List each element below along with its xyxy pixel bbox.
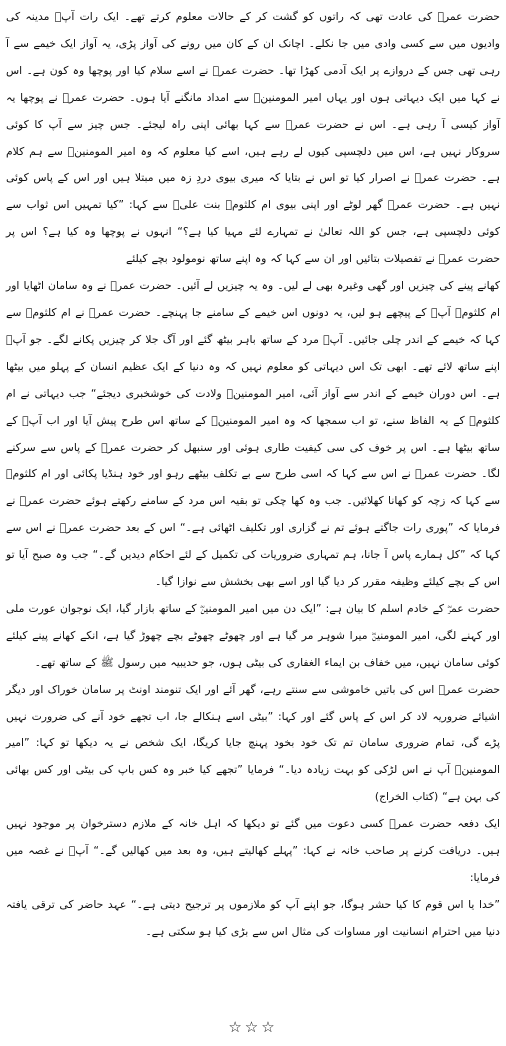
paragraph-closing-quote: ”خدا یا اس قوم کا کیا حشر ہوگا، جو اپنے آپ کو ملازموں پر ترجیح دیتی ہے۔“ عہد حاضر کی ترقی یافتہ دنیا میں احترام انسانیت اور مساوات کی مثال اس سے بڑی کیا ہو سکتی ہے۔ [6, 897, 500, 938]
paragraph-dinner-invitation: ایک دفعہ حضرت عمرؓ کسی دعوت میں گئے تو دیکھا کہ اہل خانہ کے ملازم دسترخوان پر موجود نہیں ہیں۔ دریافت کرنے پر صاحب خانہ نے کہا: ”پہلے کھالیتے ہیں، وہ بعد میں کھالیں گے۔“ آپؓ نے غصہ میں فرمایا: [6, 817, 500, 884]
paragraph-night-patrol: حضرت عمرؓ کی عادت تھی کہ راتوں کو گشت کر کے حالات معلوم کرتے تھے۔ ایک رات آپؓ مدینہ کی وادیوں میں سے کسی وادی میں جا نکلے۔ اچانک ان کے کان میں رونے کی آواز پڑی، یہ آواز ایک خیمے سے آ رہی تھی جس کے دروازے پر ایک آدمی کھڑا تھا۔ حضرت عمرؓ نے اسے سلام کیا اور پوچھا وہ کون ہے۔ اس نے کہا میں ایک دیہاتی ہوں اور یہاں امیر المومنینؓ سے امداد مانگنے آیا ہوں۔ حضرت عمرؓ نے پوچھا یہ آواز کیسی آ رہی ہے۔ اس نے حضرت عمرؓ سے کہا بھائی اپنی راہ لیجئے۔ جس چیز سے آپ کا کوئی سروکار نہیں ہے، اس میں دلچسپی کیوں لے رہے ہیں، اسے کیا معلوم کہ وہ امیر المومنینؓ سے ہم کلام ہے۔ حضرت عمرؓ نے اصرار کیا تو اس نے بتایا کہ میری بیوی دردِ زہ میں مبتلا ہیں اور اس کے پاس کوئی نہیں ہے۔ حضرت عمرؓ گھر لوٹے اور اپنی بیوی ام کلثومؓ بنت علیؓ سے کہا: ”کیا تمہیں اس ثواب سے کوئی دلچسپی ہے، جس کو اللہ تعالیٰ نے تمہارے لئے مہیا کیا ہے؟“ انہوں نے پوچھا وہ کیا ہے؟ اس پر حضرت عمرؓ نے تفصیلات بتائیں اور ان سے کہا کہ وہ اپنے ساتھ نومولود بچے کیلئے [6, 10, 500, 266]
paragraph-camel-provision: حضرت عمرؓ اس کی باتیں خاموشی سے سنتے رہے، گھر آئے اور ایک تنومند اونٹ پر سامان خوراک اور دیگر اشیائے ضروریہ لاد کر اس کے پاس گئے اور کہا: ”بیٹی اسے ہنکالے جا، اب تجھے خود آنے کی ضرورت نہیں پڑے گی، تمام ضروری سامان تم تک خود بخود پہنچ جایا کریگا، ایک شخص نے یہ دیکھا تو کہا: ”امیر المومنینؓ آپ نے اس لڑکی کو بہت زیادہ دیا۔“ فرمایا ”تجھے کیا خبر وہ کس باپ کی بیٹی اور کس بھائی کی بہن ہے“ (کتاب الخراج) [6, 682, 500, 804]
section-end-stars: ☆☆☆ [228, 1018, 278, 1036]
paragraph-tent-visit: کھانے پینے کی چیزیں اور گھی وغیرہ بھی لے لیں۔ وہ یہ چیزیں لے آئیں۔ حضرت عمرؓ نے وہ سامان اٹھایا اور ام کلثومؓ آپؓ کے پیچھے ہو لیں، یہ دونوں اس خیمے کے سامنے جا پہنچے۔ حضرت عمرؓ نے ام کلثومؓ سے کہا کہ خیمے کے اندر چلی جائیں۔ آپؓ مرد کے ساتھ باہر بیٹھ گئے اور آگ جلا کر چیزیں پکانے لگے۔ جو آپؓ اپنے ساتھ لائے تھے۔ ابھی تک اس دیہاتی کو معلوم نہیں کہ وہ دنیا کے ایک عظیم انسان کے پہلو میں بیٹھا ہے۔ اس دوران خیمے کے اندر سے آواز آئی، امیر المومنینؓ ولادت کی خوشخبری دیجئے“ جب دیہاتی نے ام کلثومؓ کے یہ الفاظ سنے، تو اب سمجھا کہ وہ امیر المومنینؓ کے ساتھ اس طرح پیش آیا اور اب آپؓ کے ساتھ بیٹھا ہے۔ اس پر خوف کی سی کیفیت طاری ہوئی اور سنبھل کر حضرت عمرؓ کے پاس سے سرکنے لگا۔ حضرت عمرؓ نے اس سے کہا کہ اسی طرح سے بے تکلف بیٹھے رہو اور خود ہنڈیا پکائی اور ام کلثومؓ سے کہا کہ زچہ کو کھانا کھلائیں۔ جب وہ کھا چکی تو بقیہ اس مرد کے سامنے رکھتے ہوئے حضرت عمرؓ نے فرمایا کہ ”پوری رات جاگتے ہوئے تم نے گزاری اور تکلیف اٹھائی ہے۔“ اس کے بعد حضرت عمرؓ نے اس سے کہا کہ ”کل ہمارے پاس آ جانا، ہم تمہاری ضروریات کی تکمیل کے لئے احکام دیدیں گے۔“ جب وہ صبح آیا تو اس کے بچے کیلئے وظیفہ مقرر کر دیا گیا اور اسے بھی بخشش سے نوازا گیا۔ [6, 279, 500, 589]
paragraph-aslam-narration: حضرت عمرؓ کے خادم اسلم کا بیان ہے: ”ایک دن میں امیر المومنینؓ کے ساتھ بازار گیا، ایک نوجوان عورت ملی اور کہنے لگی، امیر المومنینؓ میرا شوہر مر گیا ہے اور چھوٹے چھوٹے بچے چھوڑ گیا ہے، انکے کھانے پینے کیلئے کوئی سامان نہیں، میں خفاف بن ایماء الغفاری کی بیٹی ہوں، جو حدیبیہ میں رسول ﷺ کے ساتھ تھے۔ [6, 601, 500, 669]
